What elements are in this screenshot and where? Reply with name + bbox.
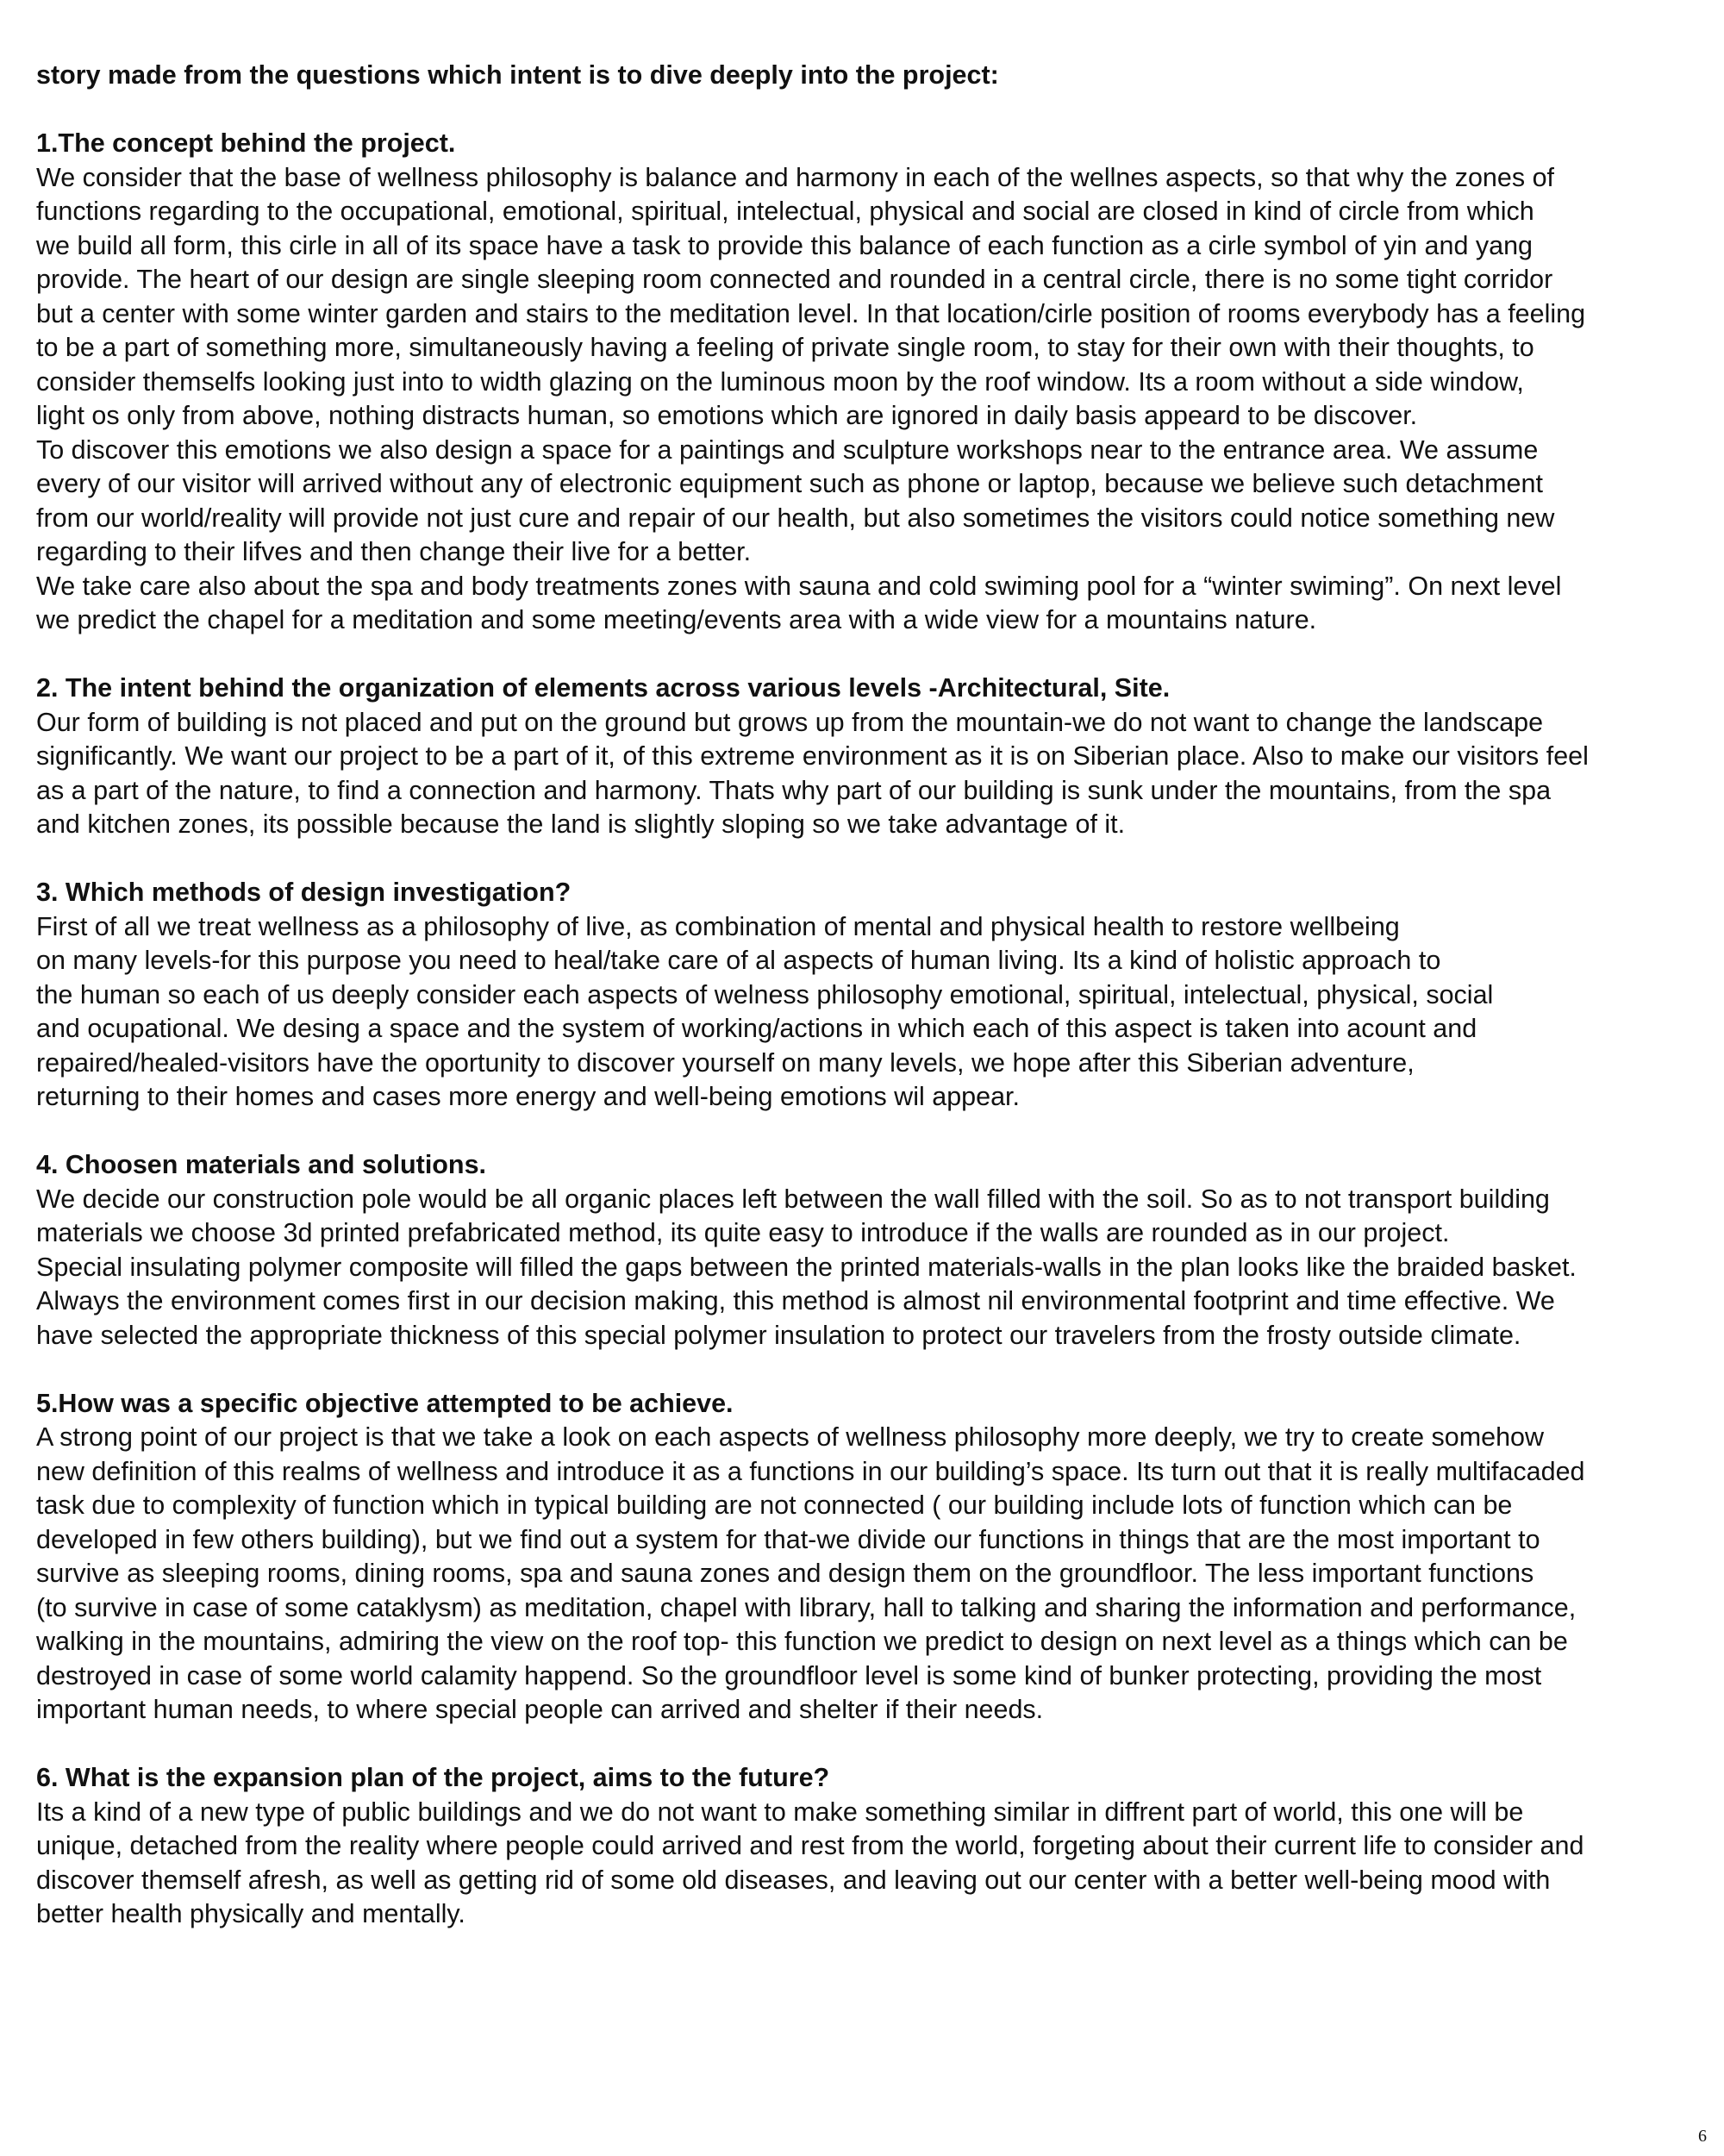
text-line: Always the environment comes first in our decision making, this method is almost nil environmental footprint and time effective. We: [36, 1286, 1555, 1315]
section-title: 1.The concept behind the project.: [36, 128, 456, 158]
text-line: but a center with some winter garden and stairs to the meditation level. In that location/cirle position of rooms everybody has a feeling: [36, 298, 1586, 328]
text-line: A strong point of our project is that we take a look on each aspects of wellness philosophy more deeply, we try to create somehow: [36, 1422, 1545, 1452]
text-line: To discover this emotions we also design a space for a paintings and sculpture workshops near to the entrance area. We assume: [36, 434, 1539, 465]
text-line: we build all form, this cirle in all of its space have a task to provide this balance of each function as a cirle symbol of yin and yang: [36, 230, 1533, 260]
text-line: Its a kind of a new type of public buildings and we do not want to make something similar in diffrent part of world, this one will be: [36, 1797, 1524, 1827]
text-line: materials we choose 3d printed prefabricated method, its quite easy to introduce if the walls are rounded as in our project.: [36, 1218, 1450, 1247]
section-title: 3. Which methods of design investigation?: [36, 878, 572, 907]
section-title: 6. What is the expansion plan of the project, aims to the future?: [36, 1763, 830, 1792]
text-line: regarding to their lifves and then change their live for a better.: [36, 537, 752, 566]
section-text: [36, 1421, 1717, 1728]
text-line: unique, detached from the reality where people could arrived and rest from the world, forgeting about their current life to consider and: [36, 1831, 1584, 1860]
page-number: 6: [1698, 2127, 1707, 2146]
text-line: We take care also about the spa and body treatments zones with sauna and cold swiming pool for a “winter swiming”. On next level: [36, 571, 1562, 601]
text-line: important human needs, to where special people can arrived and shelter if their needs.: [36, 1695, 1044, 1724]
text-line: survive as sleeping rooms, dining rooms, spa and sauna zones and design them on the groundfloor. The less important functions: [36, 1559, 1534, 1588]
section-text: [36, 1183, 1717, 1353]
text-line: from our world/reality will provide not just cure and repair of our health, but also sometimes the visitors could notice something new: [36, 503, 1555, 533]
text-line: Special insulating polymer composite will filled the gaps between the printed materials-walls in the plan looks like the braided basket.: [36, 1252, 1577, 1282]
text-line: on many levels-for this purpose you need to heal/take care of al aspects of human living. Its a kind of holistic approach to: [36, 946, 1441, 975]
text-line: to be a part of something more, simultaneously having a feeling of private single room, to stay for their own with their thoughts, to: [36, 333, 1534, 362]
text-line: task due to complexity of function which in typical building are not connected ( our building include lots of function which can be: [36, 1490, 1513, 1520]
section-objective: [36, 1387, 1717, 1728]
text-line: returning to their homes and cases more energy and well-being emotions wil appear.: [36, 1082, 1020, 1111]
section-methods: [36, 876, 1717, 1115]
section-text: [36, 1796, 1717, 1932]
text-line: destroyed in case of some world calamity happend. So the groundfloor level is some kind of bunker protecting, providing the most: [36, 1660, 1542, 1690]
section-title: 4. Choosen materials and solutions.: [36, 1150, 486, 1179]
text-line: functions regarding to the occupational, emotional, spiritual, intelectual, physical and social are closed in kind of circle from which: [36, 197, 1534, 226]
text-line: we predict the chapel for a meditation and some meeting/events area with a wide view for a mountains nature.: [36, 605, 1317, 634]
text-line: provide. The heart of our design are single sleeping room connected and rounded in a central circle, there is no some tight corridor: [36, 265, 1553, 294]
section-text: [36, 706, 1717, 842]
section-text: [36, 910, 1717, 1115]
text-line: Our form of building is not placed and put on the ground but grows up from the mountain-we do not want to change the landscape: [36, 707, 1544, 737]
text-line: walking in the mountains, admiring the view on the roof top- this function we predict to design on next level as a things which can be: [36, 1627, 1568, 1656]
text-line: and ocupational. We desing a space and the system of working/actions in which each of this aspect is taken into acount and: [36, 1014, 1477, 1043]
text-line: light os only from above, nothing distracts human, so emotions which are ignored in daily basis appeard to be discover.: [36, 401, 1418, 430]
section-text: [36, 161, 1717, 638]
section-organization: [36, 672, 1717, 842]
text-line: significantly. We want our project to be a part of it, of this extreme environment as it is on Siberian place. Also to make our visitors feel: [36, 741, 1589, 771]
text-line: First of all we treat wellness as a philosophy of live, as combination of mental and physical health to restore wellbeing: [36, 911, 1400, 941]
section-concept: [36, 127, 1717, 638]
text-line: the human so each of us deeply consider each aspects of welness philosophy emotional, spiritual, intelectual, physical, social: [36, 979, 1494, 1009]
section-title: 5.How was a specific objective attempted to be achieve.: [36, 1388, 734, 1418]
text-line: as a part of the nature, to find a connection and harmony. Thats why part of our building is sunk under the mountains, from the spa: [36, 775, 1552, 805]
text-line: every of our visitor will arrived without any of electronic equipment such as phone or laptop, because we believe such detachment: [36, 469, 1543, 498]
section-title: 2. The intent behind the organization of elements across various levels -Architectural, Site.: [36, 673, 1171, 703]
text-line: consider themselfs looking just into to width glazing on the luminous moon by the roof window. Its a room without a side window,: [36, 366, 1524, 397]
section-materials: [36, 1148, 1717, 1353]
text-line: developed in few others building), but we find out a system for that-we divide our functions in things that are the most important to: [36, 1524, 1540, 1554]
text-line: (to survive in case of some cataklysm) as meditation, chapel with library, hall to talking and sharing the information and performance,: [36, 1592, 1577, 1622]
text-line: and kitchen zones, its possible because the land is slightly sloping so we take advantage of it.: [36, 809, 1126, 839]
intro-heading: story made from the questions which intent is to dive deeply into the project:: [36, 60, 999, 90]
text-line: discover themself afresh, as well as getting rid of some old diseases, and leaving out our center with a better well-being mood with: [36, 1865, 1551, 1895]
text-line: better health physically and mentally.: [36, 1899, 465, 1928]
text-line: have selected the appropriate thickness of this special polymer insulation to protect our travelers from the frosty outside climate.: [36, 1320, 1521, 1350]
document-body: [36, 59, 1717, 1965]
text-line: We decide our construction pole would be all organic places left between the wall filled with the soil. So as to not transport building: [36, 1184, 1550, 1214]
text-line: We consider that the base of wellness philosophy is balance and harmony in each of the wellnes aspects, so that why the zones of: [36, 162, 1555, 192]
text-line: new definition of this realms of wellness and introduce it as a functions in our building’s space. Its turn out that it is really multifacaded: [36, 1456, 1585, 1486]
text-line: repaired/healed-visitors have the oportunity to discover yourself on many levels, we hope after this Siberian adventure,: [36, 1047, 1415, 1078]
section-expansion: [36, 1761, 1717, 1932]
